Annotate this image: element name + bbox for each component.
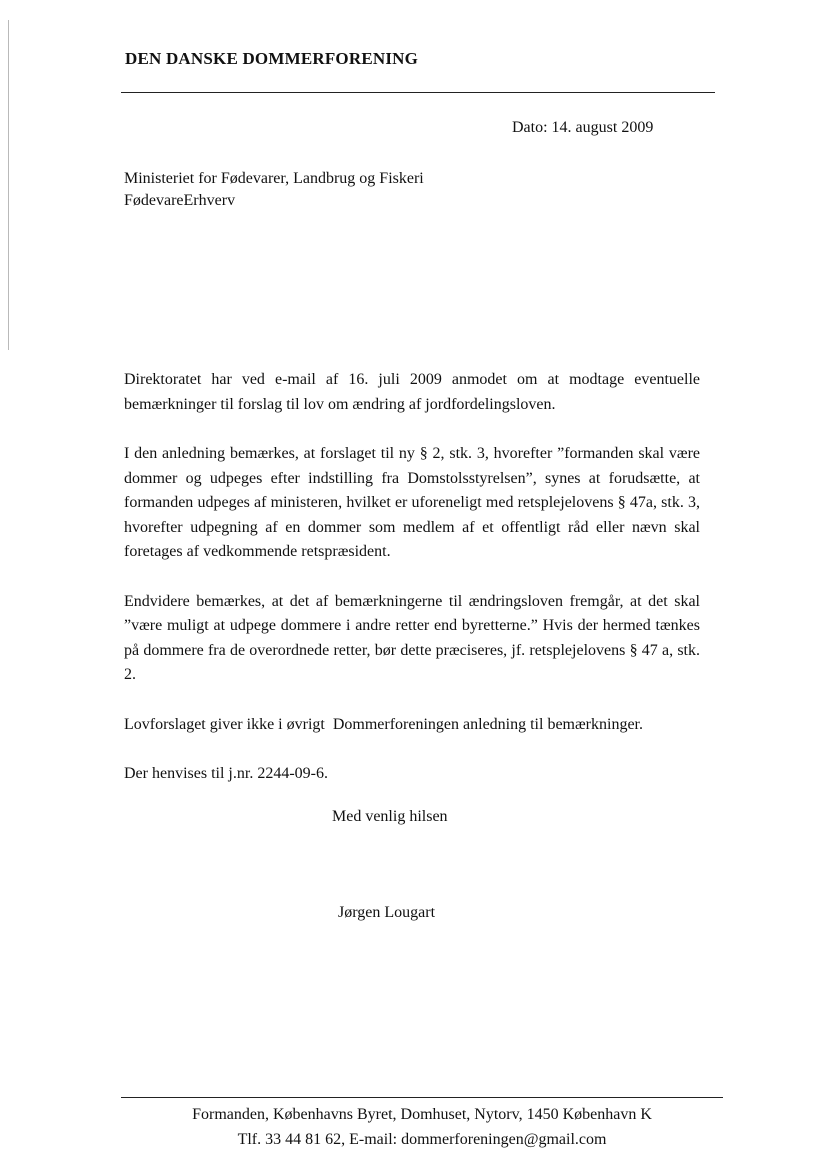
letterhead-title: DEN DANSKE DOMMERFORENING [125, 49, 419, 68]
closing-greeting: Med venlig hilsen [332, 808, 448, 825]
body-paragraph-4: Lovforslaget giver ikke i øvrigt Dommerforeningen anledning til bemærkninger. [124, 715, 643, 733]
body-paragraph-3: Endvidere bemærkes, at det af bemærkningerne til ændringsloven fremgår, at det skal ”være muligt at udpege dommere i andre retter end byretterne.” Hvis der hermed tænkes på dommere fra de overordnede retter, bør dette præciseres, jf. retsplejelovens § 47 a, stk. 2. [124, 592, 700, 683]
letter-body [124, 368, 700, 787]
footer-rule [121, 1097, 723, 1098]
footer-address: Formanden, Københavns Byret, Domhuset, Nytorv, 1450 København K [192, 1106, 652, 1123]
recipient-block [124, 168, 424, 212]
body-paragraph-1: Direktoratet har ved e-mail af 16. juli 2009 anmodet om at modtage eventuelle bemærkninger til forslag til lov om ændring af jordfordelingsloven. [124, 371, 700, 413]
body-paragraph-5: Der henvises til j.nr. 2244-09-6. [124, 765, 328, 782]
recipient-ministry: Ministeriet for Fødevarer, Landbrug og Fiskeri [124, 170, 424, 187]
date-value: 14. august 2009 [551, 119, 654, 136]
signatory-name: Jørgen Lougart [338, 904, 436, 921]
footer-contact: Tlf. 33 44 81 62, E-mail: dommerforeningen@gmail.com [237, 1131, 607, 1148]
recipient-department: FødevareErhverv [124, 192, 236, 209]
letter-date [512, 119, 653, 137]
scan-edge-line [8, 20, 9, 350]
date-label: Dato: [512, 119, 548, 136]
header-rule [121, 92, 715, 93]
body-paragraph-2: I den anledning bemærkes, at forslaget til ny § 2, stk. 3, hvorefter ”formanden skal være dommer og udpeges efter indstilling fra Domstolsstyrelsen”, synes at forudsætte, at formanden udpeges af ministeren, hvilket er uforeneligt med retsplejelovens § 47a, stk. 3, hvorefter udpegning af en dommer som medlem af et offentligt råd eller nævn skal foretages af vedkommende retspræsident. [124, 445, 700, 560]
